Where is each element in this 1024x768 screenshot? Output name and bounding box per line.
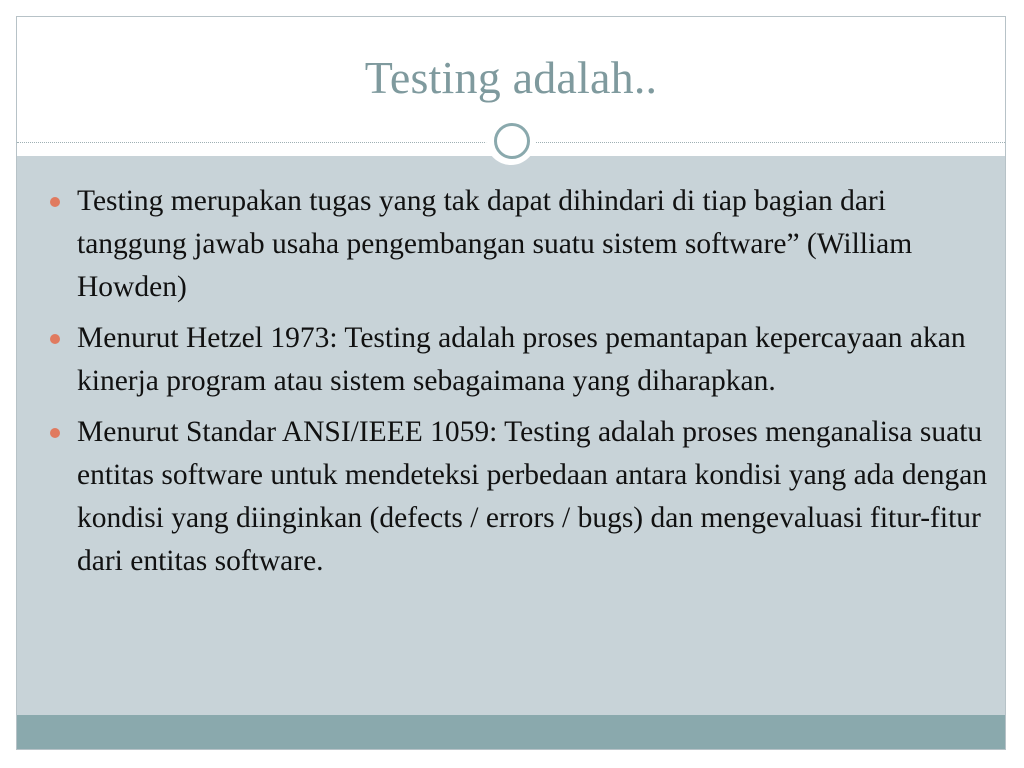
circle-ornament-icon xyxy=(488,117,534,163)
bullet-dot-icon xyxy=(50,428,60,438)
circle-ring xyxy=(494,123,530,159)
bullet-item xyxy=(49,180,989,309)
bullet-item xyxy=(49,317,989,403)
bullet-dot-icon xyxy=(50,197,60,207)
bullet-item xyxy=(49,411,989,583)
bullet-list xyxy=(49,180,989,591)
bullet-text: Testing merupakan tugas yang tak dapat dihindari di tiap bagian dari tanggung jawab usaha pengembangan suatu sistem software” (William Howden) xyxy=(77,185,913,303)
footer-bar xyxy=(17,715,1005,749)
bullet-text: Menurut Hetzel 1973: Testing adalah proses pemantapan kepercayaan akan kinerja program atau sistem sebagaimana yang diharapkan. xyxy=(77,322,966,397)
slide-title: Testing adalah.. xyxy=(364,52,658,103)
bullet-text: Menurut Standar ANSI/IEEE 1059: Testing adalah proses menganalisa suatu entitas software untuk mendeteksi perbedaan antara kondisi yang ada dengan kondisi yang diinginkan (defects / errors / bugs) dan mengevaluasi fitur-fitur dari entitas software. xyxy=(77,416,988,577)
bullet-dot-icon xyxy=(50,334,60,344)
slide xyxy=(16,16,1006,750)
